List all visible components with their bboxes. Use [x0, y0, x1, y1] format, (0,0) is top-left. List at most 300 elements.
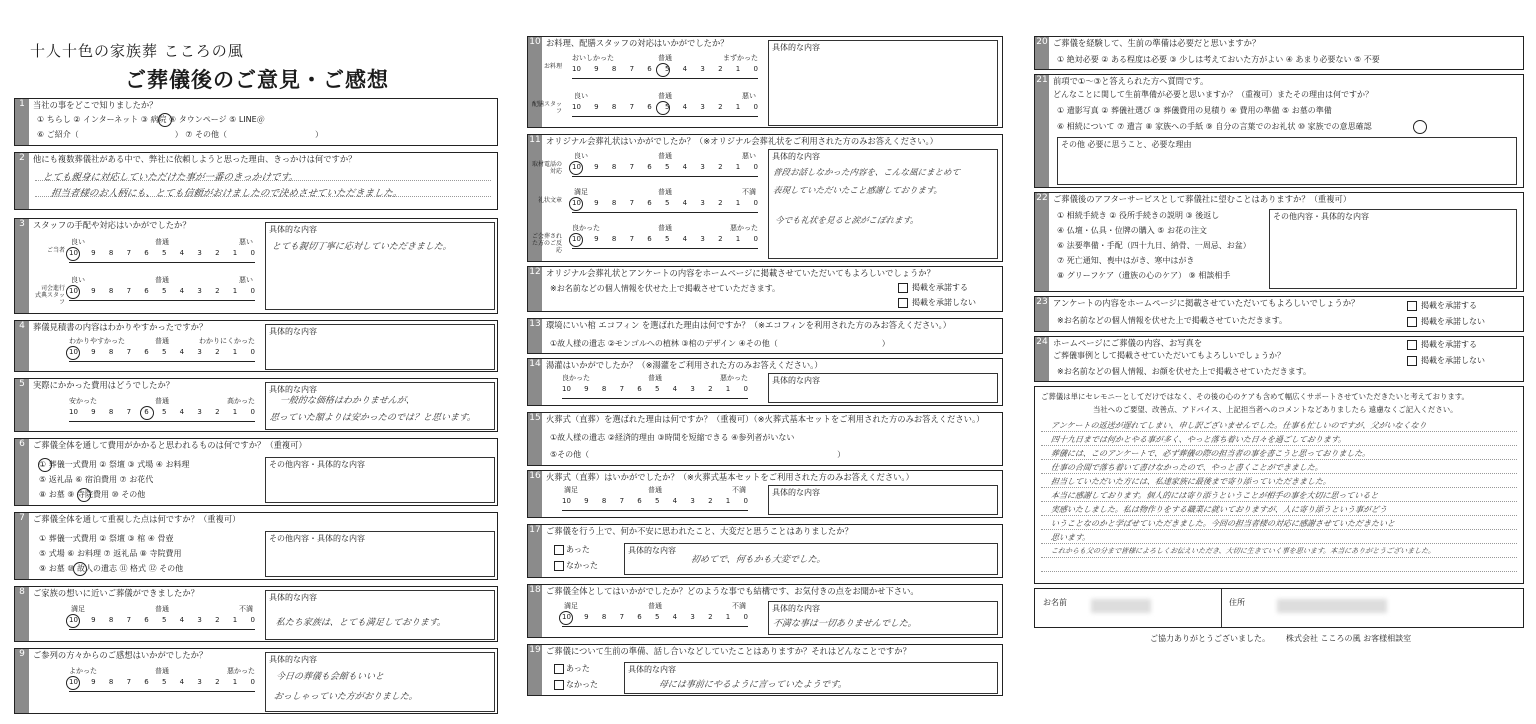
scale-mid-label: 普通 — [658, 152, 672, 160]
detail-box — [624, 543, 998, 575]
scale-mid-label: 普通 — [155, 238, 169, 246]
selection-circle — [66, 346, 80, 360]
handwritten-answer: 一般的な価格はわかりませんが、 — [279, 396, 416, 406]
scale-mid-label: 普通 — [648, 374, 662, 382]
question-subtext: ご葬儀事例として掲載させていただいてもよろしいでしょうか？ — [1053, 351, 1285, 360]
selection-circle — [66, 247, 80, 261]
scale-ticks: 10 9 8 7 6 5 4 3 2 1 0 — [69, 348, 255, 356]
handwritten-answer: とても親切丁寧に応対していただきました。 — [271, 242, 453, 252]
question-text: 環境にいい棺 エコフィン を選ばれた理由は何ですか？（※エコフィンを利用された方のみお答えください。） — [546, 320, 952, 330]
comment-line: 思います。 — [1050, 533, 1092, 542]
question-8 — [14, 586, 498, 642]
scale-bad-label: 悪い — [742, 152, 756, 160]
org-name: 十人十色の家族葬 こころの風 — [30, 42, 244, 60]
survey-sheet-3 — [1030, 36, 1528, 648]
scale-line — [572, 248, 758, 249]
scale-mid-label: 普通 — [658, 92, 672, 100]
question-number: 9 — [15, 649, 29, 713]
scale-bad-label: 悪い — [239, 238, 253, 246]
comment-line: 葬儀には、このアンケートで、必ず葬儀の際の担当者の事を書こうと思っておりました。 — [1050, 449, 1371, 458]
scale-line — [572, 176, 758, 177]
signature-section — [1034, 588, 1524, 628]
approve-checkbox[interactable] — [1407, 301, 1417, 311]
detail-box — [265, 222, 495, 310]
question-text: ご葬儀後のアフターサービスとして葬儀社に望むことはありますか？（重複可） — [1053, 194, 1352, 204]
scale-good-label: 満足 — [71, 605, 85, 613]
scale-row-label: 司会進行 式典スタッフ — [35, 285, 66, 306]
question-16 — [527, 470, 1003, 518]
writing-line — [1041, 543, 1517, 544]
comment-line: 本当に感謝しております。個人的には寄り添うということが相手の事を大切に思っていると — [1050, 491, 1379, 500]
detail-label: 具体的な内容 — [772, 488, 820, 497]
scale-bad-label: 悪かった — [720, 374, 748, 382]
comment-line: 四十九日までは何かとやる事が多く、やっと落ち着いた日々を過ごしております。 — [1050, 435, 1347, 444]
detail-box — [768, 373, 998, 403]
scale-ticks: 10 9 8 7 6 5 4 3 2 1 0 — [69, 678, 255, 686]
detail-label: 具体的な内容 — [772, 43, 820, 52]
question-number: 14 — [528, 359, 542, 405]
detail-label: 具体的な内容 — [772, 604, 820, 613]
question-text: オリジナル会葬礼状はいかがでしたか？（※オリジナル会葬礼状をご利用された方のみお答えください。） — [546, 136, 938, 146]
rating-scale — [35, 273, 255, 307]
detail-box — [768, 149, 998, 259]
handwritten-answer: 今日の葬儀も会館もいいと — [275, 672, 385, 682]
survey-sheet-2 — [525, 36, 1005, 696]
writing-line — [1041, 487, 1517, 488]
selection-circle — [569, 161, 583, 175]
question-number: 1 — [15, 99, 29, 145]
scale-good-label: 良い — [71, 276, 85, 284]
question-number: 24 — [1035, 337, 1049, 381]
detail-label: その他内容・具体的な内容 — [269, 534, 365, 543]
no-label: なかった — [566, 680, 598, 689]
scale-mid-label: 普通 — [648, 486, 662, 494]
detail-box — [768, 601, 998, 635]
scale-line — [572, 78, 758, 79]
question-text: 他にも複数葬儀社がある中で、弊社に依頼しようと思った理由、きっかけは何ですか？ — [33, 154, 357, 164]
comment-line: これからも父の分まで皆様によろしくお伝えいただき、大切に生きていく事を思います。本当にありがとうございました。 — [1050, 547, 1436, 555]
question-number: 7 — [15, 513, 29, 579]
scale-row-label: 取材電話の対応 — [532, 161, 563, 175]
scale-row-label: ご会葬された方のご反応 — [532, 233, 563, 254]
name-redacted — [1091, 599, 1151, 613]
yes-checkbox[interactable] — [554, 664, 564, 674]
rating-scale — [69, 394, 255, 428]
scale-mid-label: 普通 — [658, 54, 672, 62]
selection-circle — [559, 611, 573, 625]
address-label: 住所 — [1229, 598, 1245, 607]
question-22 — [1034, 192, 1524, 292]
company-text: 株式会社 こころの風 お客様相談室 — [1286, 634, 1412, 643]
detail-box — [1269, 209, 1517, 289]
question-3 — [14, 218, 498, 314]
scale-mid-label: 普通 — [155, 276, 169, 284]
scale-good-label: おいしかった — [572, 54, 614, 62]
comment-line: 担当していただいた方には、私達家族に最後まで寄り添っていただきました。 — [1050, 477, 1332, 486]
question-7 — [14, 512, 498, 580]
scale-bad-label: 不満 — [732, 602, 746, 610]
question-number: 21 — [1035, 75, 1049, 187]
question-21 — [1034, 74, 1524, 188]
scale-line — [69, 262, 255, 263]
detail-box — [265, 324, 495, 370]
intro-text: ご葬儀は単にセレモニーとしてだけではなく、その後の心のケアも含めて幅広くサポートさせていただきたいと考えております。 — [1041, 392, 1469, 401]
question-text: アンケートの内容をホームページに掲載させていただいてもよろしいでしょうか？ — [1053, 298, 1360, 308]
question-text: ご葬儀全体を通して重視した点は何ですか？（重複可） — [33, 514, 241, 524]
question-subtext: どんなことに関して生前準備が必要と思いますか？（重複可）またその理由は何ですか？ — [1053, 90, 1373, 99]
detail-label: 具体的な内容 — [772, 376, 820, 385]
selection-circle — [66, 614, 80, 628]
detail-box — [265, 531, 495, 577]
detail-box — [265, 382, 495, 430]
question-number: 18 — [528, 585, 542, 637]
scale-mid-label: 普通 — [155, 397, 169, 405]
rating-scale — [69, 334, 255, 368]
selection-circle — [656, 101, 670, 115]
handwritten-answer: 初めてで、何もかも大変でした。 — [690, 555, 827, 565]
scale-mid-label: 普通 — [155, 337, 169, 345]
question-text: ご葬儀について生前の準備、話し合いなどしていたことはありますか？それはどんなことですか？ — [546, 646, 911, 656]
question-12 — [527, 266, 1003, 312]
question-number: 4 — [15, 321, 29, 371]
question-text: スタッフの手配や対応はいかがでしたか？ — [33, 220, 191, 230]
detail-label: 具体的な内容 — [772, 152, 820, 161]
scale-line — [69, 361, 255, 362]
comment-line: いうことなのかと学ばせていただきました。今回の担当者様の対応に感謝させていただきたいと — [1050, 519, 1396, 528]
question-4 — [14, 320, 498, 372]
selection-circle — [66, 285, 80, 299]
survey-sheet-1 — [8, 30, 502, 720]
scale-ticks: 10 9 8 7 6 5 4 3 2 1 0 — [69, 408, 255, 416]
question-number: 15 — [528, 413, 542, 465]
note-text: ※お名前などの個人情報を伏せた上で掲載させていただきます。 — [550, 284, 781, 293]
scale-row-label: 配膳スタッフ — [532, 101, 563, 115]
options-row: ⑤その他（ ） — [550, 450, 846, 459]
scale-ticks: 10 9 8 7 6 5 4 3 2 1 0 — [562, 613, 748, 621]
writing-line — [1041, 473, 1517, 474]
detail-label: その他内容・具体的な内容 — [269, 460, 365, 469]
question-17 — [527, 524, 1003, 578]
question-5 — [14, 378, 498, 432]
detail-box — [265, 457, 495, 503]
question-text: 葬儀見積書の内容はわかりやすかったですか？ — [33, 322, 208, 332]
question-19 — [527, 644, 1003, 696]
options-row: ④ 仏壇・仏具・位牌の購入 ⑤ お花の注文 — [1057, 226, 1207, 235]
scale-bad-label: 不満 — [732, 486, 746, 494]
detail-box — [265, 590, 495, 640]
writing-line — [1041, 571, 1517, 572]
scale-line — [562, 626, 748, 627]
rating-scale — [543, 51, 758, 85]
scale-bad-label: わかりにくかった — [199, 337, 255, 345]
decline-label: 掲載を承諾しない — [1421, 356, 1485, 365]
no-checkbox[interactable] — [554, 680, 564, 690]
scale-line — [562, 398, 748, 399]
question-text: 当社の事をどこで知りましたか？ — [33, 100, 158, 110]
free-comment-section — [1034, 386, 1524, 584]
detail-box — [768, 485, 998, 515]
selection-circle — [140, 406, 154, 420]
options-row: ⑧ お墓 ⑨ 寺院費用 ⑩ その他 — [39, 490, 146, 499]
address-redacted — [1277, 599, 1387, 613]
detail-label: 具体的な内容 — [628, 546, 676, 555]
scale-line — [69, 691, 255, 692]
selection-circle — [38, 458, 52, 472]
scale-good-label: 満足 — [564, 602, 578, 610]
rating-scale — [537, 185, 758, 219]
scale-good-label: わかりやすかった — [69, 337, 125, 345]
rating-scale — [69, 602, 255, 636]
detail-label: 具体的な内容 — [269, 593, 317, 602]
divider — [1221, 589, 1222, 627]
comment-line: 実感いたしました。私は物作りをする職業に就いておりますが、人に寄り添うという事がどう — [1050, 505, 1388, 514]
decline-checkbox[interactable] — [898, 298, 908, 308]
approve-checkbox[interactable] — [1407, 340, 1417, 350]
question-number: 16 — [528, 471, 542, 517]
name-label: お名前 — [1043, 598, 1067, 607]
intro-text: 当社へのご要望、改善点、アドバイス、上記担当者へのコメントなどありましたら 遠慮なくご記入ください。 — [1093, 405, 1458, 414]
scale-ticks: 10 9 8 7 6 5 4 3 2 1 0 — [69, 249, 255, 257]
scale-bad-label: 高かった — [227, 397, 255, 405]
question-text: ご家族の想いに近いご葬儀ができましたか？ — [33, 588, 199, 598]
question-text: 火葬式（直葬）はいかがでしたか？（※火葬式基本セットをご利用された方のみお答えください。） — [546, 472, 914, 482]
decline-checkbox[interactable] — [1407, 356, 1417, 366]
approve-label: 掲載を承諾する — [912, 283, 968, 292]
detail-label: その他内容・具体的な内容 — [1273, 212, 1369, 221]
selection-circle — [1413, 120, 1427, 134]
selection-circle — [656, 63, 670, 77]
rating-scale — [532, 221, 758, 255]
question-number: 5 — [15, 379, 29, 431]
handwritten-answer: 不満な事は一切ありませんでした。 — [772, 619, 918, 629]
scale-good-label: よかった — [69, 667, 97, 675]
question-9 — [14, 648, 498, 714]
question-number: 8 — [15, 587, 29, 641]
scale-row-label: お料理 — [543, 63, 562, 70]
yes-label: あった — [566, 545, 590, 554]
detail-label: 具体的な内容 — [628, 665, 676, 674]
scale-bad-label: 不満 — [239, 605, 253, 613]
question-13 — [527, 318, 1003, 354]
scale-ticks: 10 9 8 7 6 5 4 3 2 1 0 — [69, 616, 255, 624]
detail-label: 具体的な内容 — [269, 655, 317, 664]
scale-good-label: 良かった — [562, 374, 590, 382]
scale-good-label: 安かった — [69, 397, 97, 405]
selection-circle — [66, 676, 80, 690]
scale-line — [69, 300, 255, 301]
scale-bad-label: 悪い — [239, 276, 253, 284]
options-row: ①故人様の遺志 ②経済的理由 ③時間を短縮できる ④参列者がいない — [550, 433, 795, 442]
handwritten-answer: 今でも礼状を見ると涙がこぼれます。 — [774, 216, 920, 226]
question-text: ご葬儀を行う上で、何か不安に思われたこと、大変だと思うことはありましたか？ — [546, 526, 853, 536]
decline-label: 掲載を承諾しない — [912, 298, 976, 307]
question-1 — [14, 98, 498, 146]
detail-label: 具体的な内容 — [269, 327, 317, 336]
scale-line — [69, 629, 255, 630]
question-18 — [527, 584, 1003, 638]
page-title: ご葬儀後のご意見・ご感想 — [125, 68, 389, 92]
approve-label: 掲載を承諾する — [1421, 301, 1477, 310]
handwritten-answer: 私たち家族は、とても満足しております。 — [275, 618, 447, 628]
selection-circle — [569, 233, 583, 247]
comment-line: アンケートの返送が遅れてしまい、申し訳ございませんでした。仕事も忙しいのですが、父がいなくなり — [1050, 421, 1428, 430]
detail-box — [768, 40, 998, 126]
writing-line — [1041, 459, 1517, 460]
scale-good-label: 満足 — [574, 188, 588, 196]
scale-row-label: ご当者 — [46, 247, 65, 254]
scale-mid-label: 普通 — [658, 224, 672, 232]
options-row: ① 遺影写真 ② 葬儀社選び ③ 葬儀費用の見積り ④ 費用の準備 ⑤ お墓の準備 — [1057, 106, 1332, 115]
question-15 — [527, 412, 1003, 466]
question-number: 23 — [1035, 297, 1049, 331]
question-text: オリジナル会葬礼状とアンケートの内容をホームページに掲載させていただいてもよろしいでしょうか？ — [546, 268, 935, 278]
detail-label: 具体的な内容 — [269, 225, 317, 234]
writing-line — [1041, 529, 1517, 530]
writing-line — [1041, 557, 1517, 558]
handwritten-answer: とても親身に対応していただけた事が一番のきっかけです。 — [42, 172, 300, 183]
scale-good-label: 良い — [574, 152, 588, 160]
note-text: ※お名前などの個人情報、お顔を伏せた上で掲載させていただきます。 — [1057, 367, 1312, 376]
approve-checkbox[interactable] — [898, 283, 908, 293]
question-14 — [527, 358, 1003, 406]
scale-good-label: 良い — [574, 92, 588, 100]
scale-ticks: 10 9 8 7 6 5 4 3 2 1 0 — [572, 199, 758, 207]
options-row: ① 相続手続き ② 役所手続きの説明 ③ 後返し — [1057, 211, 1220, 220]
scale-good-label: 満足 — [564, 486, 578, 494]
question-text: ホームページにご葬儀の内容、お写真を — [1053, 338, 1203, 348]
question-text: 湯灌はいかがでしたか？（※湯灌をご利用された方のみお答えください。） — [546, 360, 823, 370]
scale-mid-label: 普通 — [658, 188, 672, 196]
rating-scale — [532, 149, 758, 183]
scale-line — [572, 212, 758, 213]
question-20 — [1034, 36, 1524, 70]
question-number: 10 — [528, 37, 542, 127]
options-row: ⑦ 死亡通知、喪中はがき、寒中はがき — [1057, 256, 1195, 265]
scale-line — [572, 116, 758, 117]
question-text: お料理、配膳スタッフの対応はいかがでしたか？ — [546, 38, 729, 48]
question-number: 17 — [528, 525, 542, 577]
scale-bad-label: 不満 — [742, 188, 756, 196]
scale-bad-label: 悪かった — [227, 667, 255, 675]
rating-scale — [46, 235, 255, 269]
options-row: ① ちらし ② インターネット ③ 病院 ④ タウンページ ⑤ LINE＠ — [37, 115, 265, 124]
comment-line: 仕事の合間で落ち着いて書けなかったので、やっと書くことができました。 — [1050, 463, 1324, 472]
scale-line — [562, 510, 748, 511]
question-24 — [1034, 336, 1524, 382]
options-row: ① 葬儀一式費用 ② 祭壇 ③ 棺 ④ 骨壺 — [39, 534, 174, 543]
question-number: 6 — [15, 439, 29, 505]
rating-scale — [562, 483, 748, 517]
options-row: ⑤ 返礼品 ⑥ 宿泊費用 ⑦ お花代 — [39, 475, 154, 484]
handwritten-answer: 思っていた額よりは安かったのでは？と思います。 — [269, 413, 477, 423]
selection-circle — [77, 488, 91, 502]
question-number: 22 — [1035, 193, 1049, 291]
scale-mid-label: 普通 — [648, 602, 662, 610]
scale-ticks: 10 9 8 7 6 5 4 3 2 1 0 — [562, 385, 748, 393]
scale-line — [69, 421, 255, 422]
handwritten-answer: おっしゃっていた方がおりました。 — [273, 692, 419, 702]
detail-box — [624, 662, 998, 694]
yes-label: あった — [566, 664, 590, 673]
question-text: 実際にかかった費用はどうでしたか？ — [33, 380, 175, 390]
scale-bad-label: 悪かった — [730, 224, 758, 232]
selection-circle — [73, 562, 87, 576]
rating-scale — [69, 664, 255, 698]
question-text: ご参列の方々からのご感想はいかがでしたか？ — [33, 650, 208, 660]
question-text: ご葬儀を経験して、生前の準備は必要だと思いますか？ — [1053, 38, 1261, 48]
question-number: 19 — [528, 645, 542, 695]
options-row: ① 葬儀一式費用 ② 祭壇 ③ 式場 ④ お料理 — [39, 460, 190, 469]
options-row: ⑥ ご紹介（ ） ⑦ その他（ ） — [37, 130, 323, 139]
rating-scale — [532, 89, 758, 123]
scale-bad-label: まずかった — [723, 54, 758, 62]
detail-box — [1057, 137, 1517, 185]
rating-scale — [562, 371, 748, 405]
writing-line — [1041, 445, 1517, 446]
yes-checkbox[interactable] — [554, 545, 564, 555]
scale-ticks: 10 9 8 7 6 5 4 3 2 1 0 — [562, 497, 748, 505]
question-23 — [1034, 296, 1524, 332]
options-row: ⑥ 相続について ⑦ 遺言 ⑧ 家族への手紙 ⑨ 自分の言葉でのお礼状 ⑩ 家族での意思確認 — [1057, 122, 1372, 131]
selection-circle — [158, 113, 172, 127]
handwritten-answer: 表現していただいたこと感謝しております。 — [772, 186, 943, 196]
detail-label: その他 必要に思うこと、必要な理由 — [1061, 140, 1192, 149]
decline-label: 掲載を承諾しない — [1421, 317, 1485, 326]
question-number: 11 — [528, 135, 542, 261]
decline-checkbox[interactable] — [1407, 317, 1417, 327]
no-label: なかった — [566, 561, 598, 570]
handwritten-answer: 普段お話しなかった内容を、こんな風にまとめて — [772, 168, 961, 178]
options-row: ⑥ 法要準備・手配（四十九日、納骨、一周忌、お盆） — [1057, 241, 1251, 250]
scale-ticks: 10 9 8 7 6 5 4 3 2 1 0 — [572, 235, 758, 243]
question-6 — [14, 438, 498, 506]
question-11 — [527, 134, 1003, 262]
scale-good-label: 良い — [71, 238, 85, 246]
writing-line — [1041, 515, 1517, 516]
writing-line — [1041, 431, 1517, 432]
options-row: ①故人様の遺志 ②モンゴルへの植林 ③棺のデザイン ④その他（ ） — [550, 339, 890, 348]
handwritten-answer: 担当者様のお人柄にも、とても信頼がおけましたので決めさせていただきました。 — [50, 188, 404, 199]
scale-ticks: 10 9 8 7 6 5 4 3 2 1 0 — [572, 65, 758, 73]
scale-ticks: 10 9 8 7 6 5 4 3 2 1 0 — [69, 287, 255, 295]
question-number: 20 — [1035, 37, 1049, 69]
note-text: ※お名前などの個人情報を伏せた上で掲載させていただきます。 — [1057, 316, 1288, 325]
thanks-text: ご協力ありがとうございました。 — [1150, 634, 1270, 643]
scale-bad-label: 悪い — [742, 92, 756, 100]
scale-mid-label: 普通 — [155, 605, 169, 613]
scale-row-label: 礼状文章 — [537, 197, 562, 204]
question-text: 火葬式（直葬）を選ばれた理由は何ですか？（重複可）（※火葬式基本セットをご利用された方のみお答えください。） — [546, 414, 985, 424]
question-2 — [14, 152, 498, 210]
rating-scale — [562, 599, 748, 633]
scale-good-label: 良かった — [572, 224, 600, 232]
writing-line — [1041, 501, 1517, 502]
scale-ticks: 10 9 8 7 6 5 4 3 2 1 0 — [572, 103, 758, 111]
question-10 — [527, 36, 1003, 128]
detail-box — [265, 652, 495, 712]
approve-label: 掲載を承諾する — [1421, 340, 1477, 349]
question-text: 前項で①〜③と答えられた方へ質問です。 — [1053, 76, 1209, 86]
options-row: ① 絶対必要 ② ある程度は必要 ③ 少しは考えておいた方がよい ④ あまり必要ない ⑤ 不要 — [1057, 55, 1380, 64]
options-row: ⑧ グリーフケア（遺族の心のケア） ⑨ 相談相手 — [1057, 271, 1231, 280]
detail-label: 具体的な内容 — [269, 385, 317, 394]
question-text: ご葬儀全体としてはいかがでしたか？どのような事でも結構です、お気付きの点をお聞かせ下さい。 — [546, 586, 919, 596]
question-number: 12 — [528, 267, 542, 311]
handwritten-answer: 母には事前にやるように言っていたようです。 — [658, 680, 848, 690]
no-checkbox[interactable] — [554, 561, 564, 571]
options-row: ⑤ 式場 ⑥ お料理 ⑦ 返礼品 ⑧ 寺院費用 — [39, 549, 182, 558]
question-number: 13 — [528, 319, 542, 353]
